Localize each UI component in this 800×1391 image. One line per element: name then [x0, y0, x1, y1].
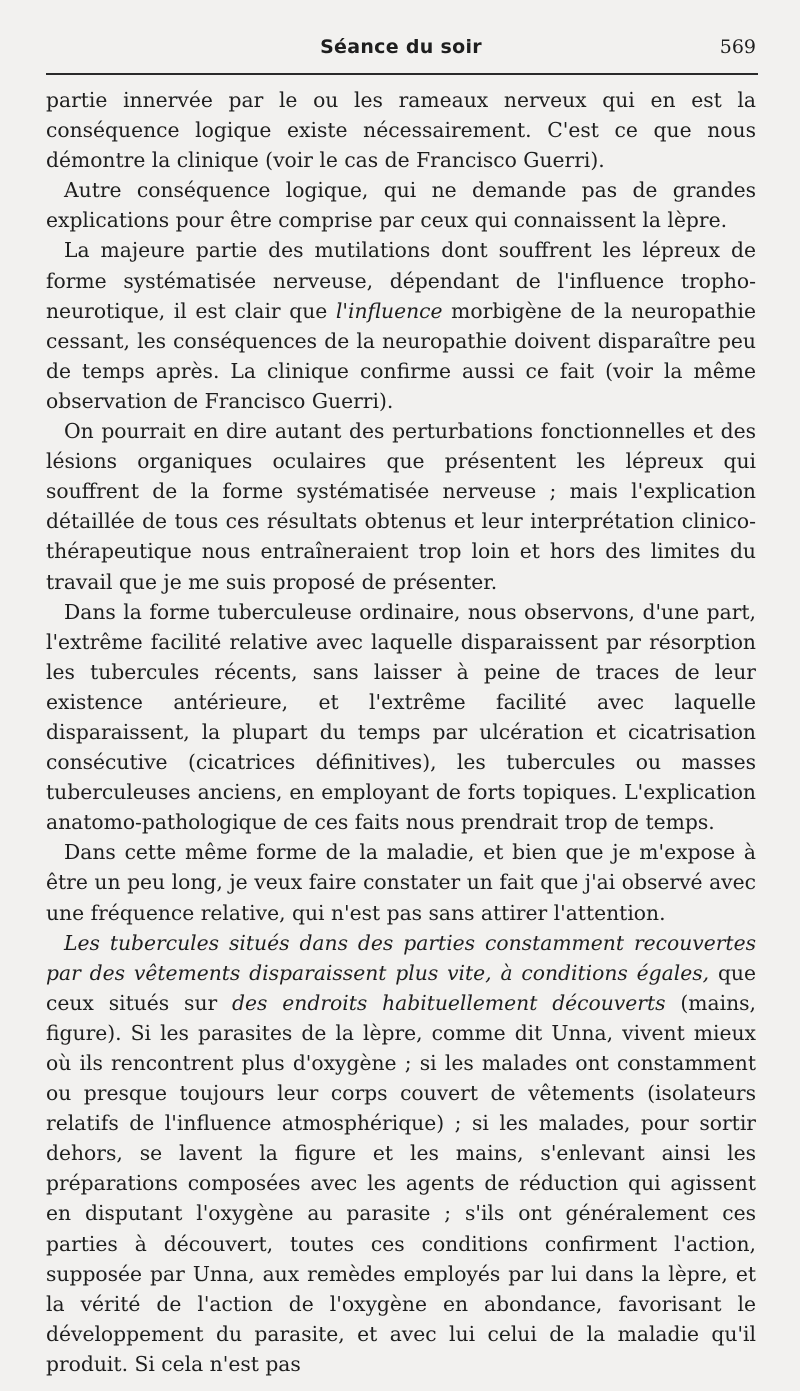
running-header — [46, 36, 756, 62]
paragraph-6 — [46, 837, 756, 927]
paragraph-5 — [46, 597, 756, 838]
paragraph-4 — [46, 416, 756, 597]
italic-segment: des endroits habituellement découverts — [232, 990, 666, 1015]
page-number: 569 — [719, 36, 756, 58]
italic-segment: l'influence — [335, 298, 443, 323]
paragraph-1 — [46, 85, 756, 175]
text-segment: (mains, figure). Si les parasites de la lèpre, comme dit Unna, vivent mieux où ils rencontrent plus d'oxygène ; si les malades ont constamment ou presque toujours leur corps couvert de vêtements (isolateurs relatifs de l'influence atmosphérique) ; si les malades, pour sortir dehors, se lavent la figure et les mains, s'enlevant ainsi les préparations composées avec les agents de réduction qui agissent en disputant l'oxygène au parasite ; s'ils ont généralement ces parties à découvert, toutes ces conditions confirment l'action, supposée par Unna, aux remèdes employés par lui dans la lèpre, et la vérité de l'action de l'oxygène en abondance, favorisant le développement du parasite, et avec lui celui de la maladie qu'il produit. Si cela n'est pas — [46, 990, 757, 1376]
text-segment: Dans la forme tuberculeuse ordinaire, nous observons, d'une part, l'extrême facilité relative avec laquelle disparaissent par résorption les tubercules récents, sans laisser à peine de traces de leur existence antérieure, et l'extrême facilité avec laquelle disparaissent, la plupart du temps par ulcération et cicatrisation consécutive (cicatrices définitives), les tubercules ou masses tuberculeuses anciens, en employant de forts topiques. L'explication anatomo-pathologique de ces faits nous prendrait trop de temps. — [46, 599, 756, 835]
running-title: Séance du soir — [320, 36, 482, 58]
text-segment: La majeure partie des mutilations dont souffrent les lépreux de forme systématisée nerveuse, dépendant de l'influence tropho-neurotique, il est clair que — [46, 238, 756, 323]
text-segment: morbigène de la neuropathie cessant, les conséquences de la neuropathie doivent disparaître peu de temps après. La clinique confirme aussi ce fait (voir la même observation de Francisco Guerri). — [46, 298, 756, 413]
body-text — [46, 85, 756, 1379]
text-segment: Autre conséquence logique, qui ne demande pas de grandes explications pour être comprise par ceux qui connaissent la lèpre. — [46, 178, 756, 233]
text-segment: que ceux situés sur — [46, 960, 756, 1015]
text-segment: partie innervée par le ou les rameaux nerveux qui en est la conséquence logique existe nécessairement. C'est ce que nous démontre la clinique (voir le cas de Francisco Guerri). — [46, 88, 756, 173]
text-segment: On pourrait en dire autant des perturbations fonctionnelles et des lésions organiques oculaires que présentent les lépreux qui souffrent de la forme systématisée nerveuse ; mais l'explication détaillée de tous ces résultats obtenus et leur interprétation clinico-thérapeutique nous entraîneraient trop loin et hors des limites du travail que je me suis proposé de présenter. — [46, 419, 756, 594]
text-segment: Dans cette même forme de la maladie, et bien que je m'expose à être un peu long, je veux faire constater un fait que j'ai observé avec une fréquence relative, qui n'est pas sans attirer l'attention. — [46, 840, 756, 925]
paragraph-7 — [46, 928, 756, 1379]
paragraph-2 — [46, 175, 756, 235]
paragraph-3 — [46, 235, 756, 416]
italic-segment: Les tubercules situés dans des parties constamment recouvertes par des vêtements disparaissent plus vite, à conditions égales, — [46, 930, 756, 985]
header-rule — [46, 73, 758, 75]
